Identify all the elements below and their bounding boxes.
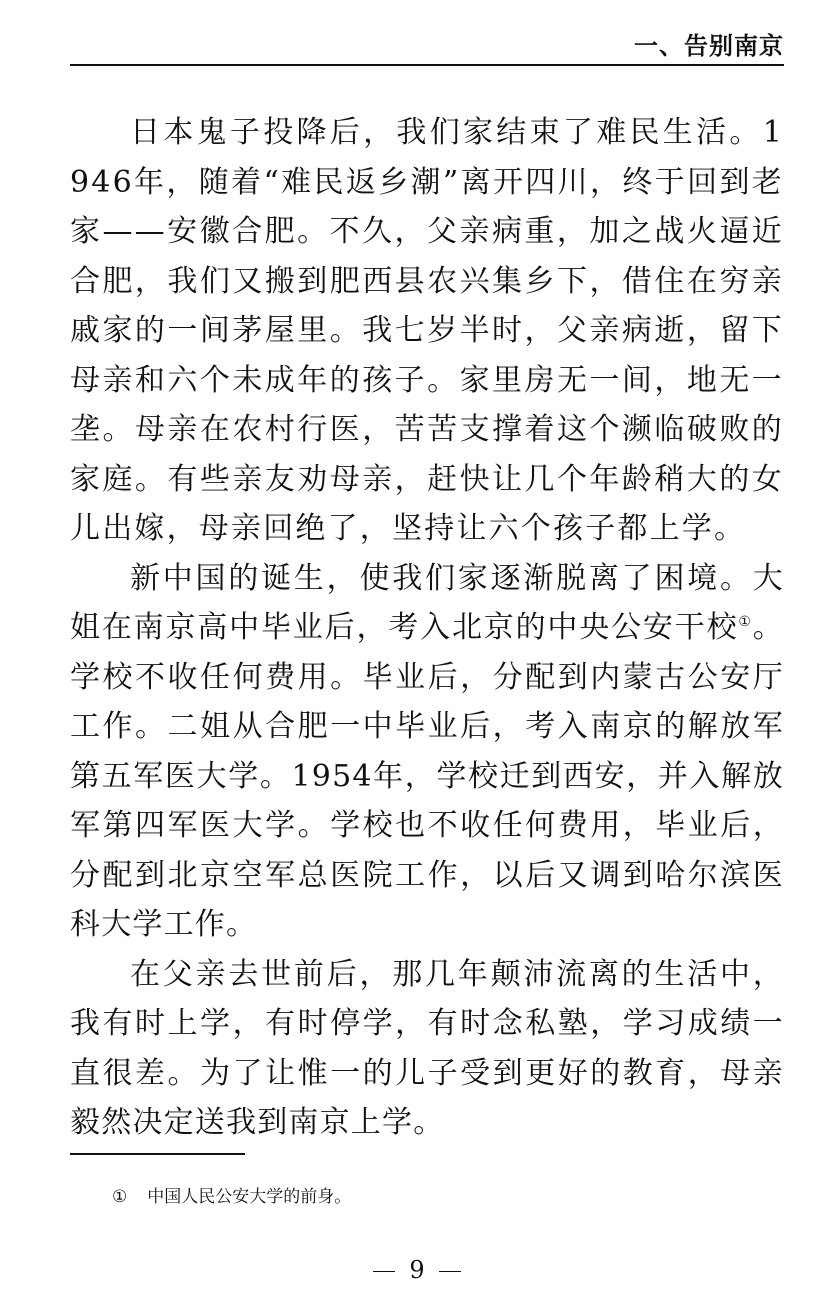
folio-dash-right <box>439 1271 461 1272</box>
header-rule <box>70 64 784 66</box>
footnote-reference: ① <box>738 614 753 630</box>
footnote <box>112 1182 351 1207</box>
body-text <box>70 108 784 1148</box>
paragraph-2 <box>70 554 784 950</box>
paragraph-1: 日本鬼子投降后，我们家结束了难民生活。1946年，随着“难民返乡潮”离开四川，终于回到老家——安徽合肥。不久，父亲病重，加之战火逼近合肥，我们又搬到肥西县农兴集乡下，借住在穷亲戚家的一间茅屋里。我七岁半时，父亲病逝，留下母亲和六个未成年的孩子。家里房无一间，地无一垄。母亲在农村行医，苦苦支撑着这个濒临破败的家庭。有些亲友劝母亲，赶快让几个年龄稍大的女儿出嫁，母亲回绝了，坚持让六个孩子都上学。 <box>70 115 784 546</box>
paragraph-3: 在父亲去世前后，那几年颠沛流离的生活中，我有时上学，有时停学，有时念私塾，学习成绩一直很差。为了让惟一的儿子受到更好的教育，母亲毅然决定送我到南京上学。 <box>70 956 784 1140</box>
paragraph-2-text-b: 。学校不收任何费用。毕业后，分配到内蒙古公安厅工作。二姐从合肥一中毕业后，考入南京的解放军第五军医大学。1954年，学校迁到西安，并入解放军第四军医大学。学校也不收任何费用，毕业后，分配到北京空军总医院工作，以后又调到哈尔滨医科大学工作。 <box>70 610 784 942</box>
paragraph-2-text-a: 新中国的诞生，使我们家逐渐脱离了困境。大姐在南京高中毕业后，考入北京的中央公安干校 <box>70 560 784 645</box>
page-number <box>0 1256 834 1284</box>
footnote-mark: ① <box>112 1187 128 1207</box>
footnote-rule <box>70 1153 245 1155</box>
page-number-value: 9 <box>409 1256 425 1284</box>
running-header-title: 一、告别南京 <box>634 32 784 60</box>
folio-dash-left <box>373 1271 395 1272</box>
footnote-text: 中国人民公安大学的前身。 <box>147 1187 352 1207</box>
